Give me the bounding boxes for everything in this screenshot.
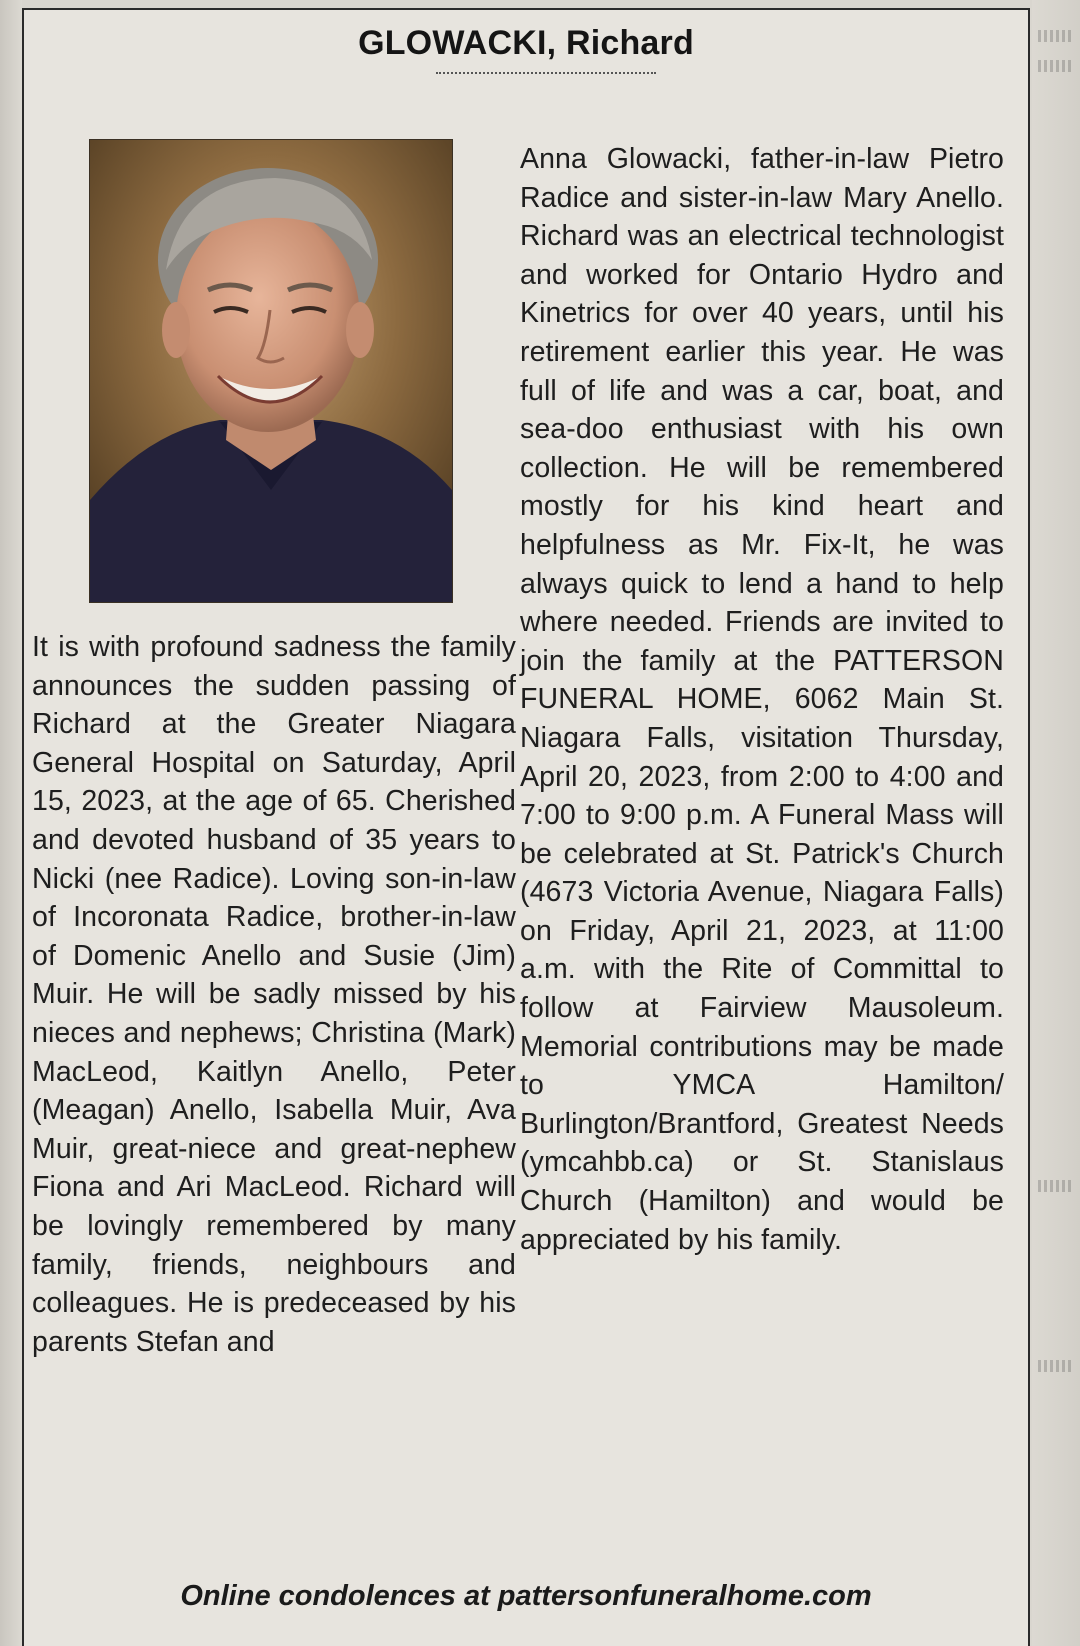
adjacent-column-bleed (1038, 1360, 1074, 1372)
adjacent-column-bleed (1038, 60, 1074, 72)
obituary-text-left-column (32, 628, 516, 1361)
paper-edge-right (1032, 0, 1080, 1646)
obituary-notice (22, 8, 1030, 1646)
condolences-footer: Online condolences at pattersonfuneralhome.com (180, 1580, 872, 1612)
adjacent-column-bleed (1038, 1180, 1074, 1192)
heading-divider (436, 72, 656, 74)
paper-edge-left (0, 0, 22, 1646)
obituary-text-right-column (520, 140, 1004, 1259)
portrait-photo (90, 140, 452, 602)
obituary-paragraph-left: It is with profound sadness the family announces the sudden passing of Richard at the Greater Niagara General Hospital on Saturday, April 15, 2023, at the age of 65. Cherished and devoted husband of 35 years to Nicki (nee Radice). Loving son-in-law of Incoronata Radice, brother-in-law of Domenic Anello and Susie (Jim) Muir. He will be sadly missed by his nieces and nephews; Christina (Mark) MacLeod, Kaitlyn Anello, Peter (Meagan) Anello, Isabella Muir, Ava Muir, great-niece and great-nephew Fiona and Ari MacLeod. Richard will be lovingly remembered by many family, friends, neighbours and colleagues. He is predeceased by his parents Stefan and (32, 631, 516, 1358)
obituary-heading: GLOWACKI, Richard (358, 24, 694, 62)
adjacent-column-bleed (1038, 30, 1074, 42)
obituary-paragraph-right: Anna Glowacki, father-in-law Pietro Radice and sister-in-law Mary Anello. Richard was an electrical technologist and worked for Ontario Hydro and Kinetrics for over 40 years, until his retirement earlier this year. He was full of life and was a car, boat, and sea-doo enthusiast with his own collection. He will be remembered mostly for his kind heart and helpfulness as Mr. Fix-It, he was always quick to lend a hand to help where needed. Friends are invited to join the family at the PATTERSON FUNERAL HOME, 6062 Main St. Niagara Falls, visitation Thursday, April 20, 2023, from 2:00 to 4:00 and 7:00 to 9:00 p.m. A Funeral Mass will be celebrated at St. Patrick's Church (4673 Victoria Avenue, Niagara Falls) on Friday, April 21, 2023, at 11:00 a.m. with the Rite of Committal to follow at Fairview Mausoleum. Memorial contributions may be made to YMCA Hamilton/ Burlington/Brantford, Greatest Needs (ymcahbb.ca) or St. Stanislaus Church (Hamilton) and would be appreciated by his family. (520, 143, 1004, 1256)
